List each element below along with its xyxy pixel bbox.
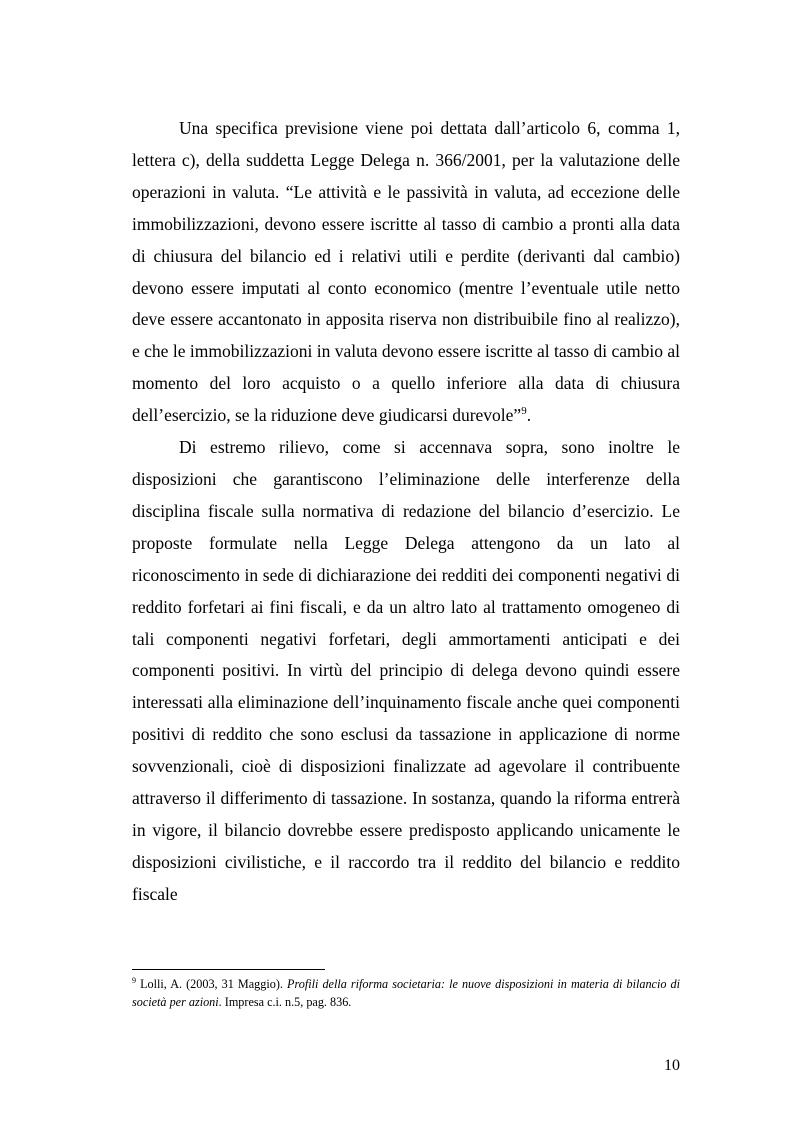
footnote xyxy=(132,975,680,1011)
paragraph-1-text: Una specifica previsione viene poi dettata dall’articolo 6, comma 1, lettera c), della suddetta Legge Delega n. 366/2001, per la valutazione delle operazioni in valuta. “Le attività e le passività in valuta, ad eccezione delle immobilizzazioni, devono essere iscritte al tasso di cambio a pronti alla data di chiusura del bilancio ed i relativi utili e perdite (derivanti dal cambio) devono essere imputati al conto economico (mentre l’eventuale utile netto deve essere accantonato in apposita riserva non distribuibile fino al realizzo), e che le immobilizzazioni in valuta devono essere iscritte al tasso di cambio al momento del loro acquisto o a quello inferiore alla data di chiusura dell’esercizio, se la riduzione deve giudicarsi durevole” xyxy=(132,118,680,426)
footnote-author: Lolli, A. (2003, 31 Maggio). xyxy=(136,977,288,991)
footnote-source: . Impresa c.i. n.5, pag. 836. xyxy=(218,995,352,1009)
footnote-number: 9 xyxy=(132,975,136,985)
footnote-separator xyxy=(132,969,325,970)
paragraph-1 xyxy=(132,113,680,432)
footnote-reference[interactable]: 9 xyxy=(521,405,527,418)
body-text xyxy=(132,113,680,911)
paragraph-1-end: . xyxy=(526,405,532,426)
page-number: 10 xyxy=(664,1057,680,1074)
paragraph-2: Di estremo rilievo, come si accennava sopra, sono inoltre le disposizioni che garantiscono l’eliminazione delle interferenze della disciplina fiscale sulla normativa di redazione del bilancio d’esercizio. Le proposte formulate nella Legge Delega attengono da un lato al riconoscimento in sede di dichiarazione dei redditi dei componenti negativi di reddito forfetari ai fini fiscali, e da un altro lato al trattamento omogeneo di tali componenti negativi forfetari, degli ammortamenti anticipati e dei componenti positivi. In virtù del principio di delega devono quindi essere interessati alla eliminazione dell’inquinamento fiscale anche quei componenti positivi di reddito che sono esclusi da tassazione in applicazione di norme sovvenzionali, cioè di disposizioni finalizzate ad agevolare il contribuente attraverso il differimento di tassazione. In sostanza, quando la riforma entrerà in vigore, il bilancio dovrebbe essere predisposto applicando unicamente le disposizioni civilistiche, e il raccordo tra il reddito del bilancio e reddito fiscale xyxy=(132,437,680,904)
footnote-title: Profili della riforma societaria: le nuove disposizioni in materia di bilancio di società per azioni xyxy=(132,977,680,1009)
